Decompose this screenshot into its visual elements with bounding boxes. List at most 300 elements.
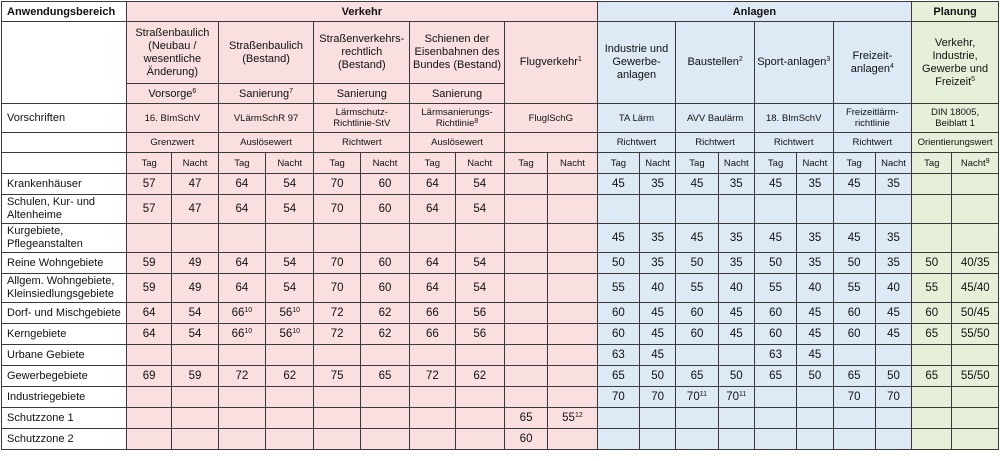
- value-cell: 64: [218, 195, 265, 224]
- tag-header: Tag: [218, 153, 265, 174]
- value-cell: 50: [912, 253, 952, 274]
- value-cell: 45: [640, 324, 676, 345]
- value-cell: 54: [455, 274, 504, 303]
- value-cell: 45: [676, 174, 718, 195]
- value-cell: [952, 429, 999, 450]
- value-cell: [912, 387, 952, 408]
- table-row: [2, 195, 999, 224]
- value-cell: [875, 195, 911, 224]
- value-cell: [314, 429, 360, 450]
- value-cell: [314, 345, 360, 366]
- value-cell: [548, 224, 597, 253]
- value-cell: [640, 195, 676, 224]
- value-cell: 50: [676, 253, 718, 274]
- value-cell: 45: [875, 324, 911, 345]
- table-row: [2, 429, 999, 450]
- value-cell: [754, 195, 796, 224]
- value-cell: 55/50: [952, 324, 999, 345]
- nacht-header: Nacht: [266, 153, 314, 174]
- value-cell: [504, 224, 547, 253]
- value-cell: [718, 195, 754, 224]
- value-cell: [455, 408, 504, 429]
- value-cell: [314, 387, 360, 408]
- value-cell: [314, 408, 360, 429]
- verkehr-group-header: Verkehr: [126, 2, 597, 22]
- value-cell: 35: [797, 174, 833, 195]
- value-cell: [172, 345, 218, 366]
- tag-header: Tag: [410, 153, 455, 174]
- value-cell: [640, 429, 676, 450]
- value-cell: [126, 345, 171, 366]
- row-label: Dorf- und Mischgebiete: [2, 303, 127, 324]
- value-cell: 65: [504, 408, 547, 429]
- value-cell: [548, 303, 597, 324]
- value-cell: 54: [172, 303, 218, 324]
- value-cell: 60: [360, 274, 409, 303]
- werttyp-cell: Richtwert: [314, 133, 410, 153]
- value-cell: 65: [676, 366, 718, 387]
- value-cell: 40/35: [952, 253, 999, 274]
- value-cell: 49: [172, 253, 218, 274]
- value-cell: 54: [455, 174, 504, 195]
- value-cell: 45: [875, 303, 911, 324]
- value-cell: [754, 387, 796, 408]
- value-cell: [797, 429, 833, 450]
- werttyp-cell: Auslösewert: [410, 133, 505, 153]
- value-cell: [410, 429, 455, 450]
- area-baustellen: Baustellen$^2$: [676, 22, 755, 104]
- value-cell: 60: [833, 303, 875, 324]
- value-cell: 35: [640, 253, 676, 274]
- value-cell: 60: [676, 324, 718, 345]
- value-cell: [597, 408, 639, 429]
- value-cell: 40: [718, 274, 754, 303]
- value-cell: [218, 429, 265, 450]
- nacht-header: Nacht: [455, 153, 504, 174]
- table-row: [2, 174, 999, 195]
- value-cell: [504, 366, 547, 387]
- value-cell: 50: [875, 366, 911, 387]
- value-cell: 45: [718, 324, 754, 345]
- nacht-header: Nacht: [797, 153, 833, 174]
- nacht-header: Nacht: [718, 153, 754, 174]
- value-cell: 35: [718, 253, 754, 274]
- value-cell: [218, 224, 265, 253]
- table-row: [2, 224, 999, 253]
- value-cell: [218, 408, 265, 429]
- value-cell: [218, 345, 265, 366]
- value-cell: 40: [640, 274, 676, 303]
- row-label: Allgem. Wohngebiete, Kleinsiedlungsgebiete: [2, 274, 127, 303]
- category-vorsorge: Vorsorge$^6$: [126, 84, 218, 104]
- value-cell: 60: [754, 324, 796, 345]
- value-cell: [172, 224, 218, 253]
- value-cell: [455, 387, 504, 408]
- value-cell: [126, 408, 171, 429]
- value-cell: $56^{10}$: [266, 324, 314, 345]
- anlagen-group-header: Anlagen: [597, 2, 911, 22]
- table-row: [2, 345, 999, 366]
- value-cell: 50: [833, 253, 875, 274]
- vorschrift-laermsanierung: Lärmsanierungs-Richtlinie$^8$: [410, 104, 505, 133]
- value-cell: 54: [455, 195, 504, 224]
- value-cell: [455, 345, 504, 366]
- value-cell: 63: [597, 345, 639, 366]
- value-cell: 45: [640, 303, 676, 324]
- value-cell: [504, 345, 547, 366]
- value-cell: [912, 195, 952, 224]
- value-cell: 65: [912, 366, 952, 387]
- value-cell: [548, 195, 597, 224]
- value-cell: 64: [218, 174, 265, 195]
- vorschrift-freizeitlaerm: Freizeitlärm-richtlinie: [833, 104, 912, 133]
- value-cell: [548, 429, 597, 450]
- value-cell: 70: [314, 195, 360, 224]
- value-cell: 45: [833, 224, 875, 253]
- werttyp-cell: [504, 133, 597, 153]
- value-cell: [504, 195, 547, 224]
- tag-header: Tag: [833, 153, 875, 174]
- value-cell: 64: [410, 195, 455, 224]
- value-cell: 50: [718, 366, 754, 387]
- value-cell: 54: [455, 253, 504, 274]
- value-cell: [548, 366, 597, 387]
- value-cell: [504, 387, 547, 408]
- blank-cell: [2, 22, 127, 104]
- value-cell: [360, 387, 409, 408]
- value-cell: [833, 429, 875, 450]
- value-cell: 35: [718, 174, 754, 195]
- value-cell: 49: [172, 274, 218, 303]
- value-cell: 45: [797, 303, 833, 324]
- value-cell: 54: [266, 253, 314, 274]
- value-cell: 47: [172, 195, 218, 224]
- value-cell: $70^{11}$: [676, 387, 718, 408]
- value-cell: [875, 408, 911, 429]
- value-cell: [797, 387, 833, 408]
- value-cell: 50: [797, 366, 833, 387]
- value-cell: 70: [640, 387, 676, 408]
- table-row: [2, 274, 999, 303]
- nacht-header: Nacht: [172, 153, 218, 174]
- value-cell: 59: [126, 253, 171, 274]
- row-label: Schutzzone 1: [2, 408, 127, 429]
- value-cell: 56: [455, 303, 504, 324]
- value-cell: 45: [754, 174, 796, 195]
- value-cell: 40: [875, 274, 911, 303]
- table-row: [2, 408, 999, 429]
- value-cell: 54: [172, 324, 218, 345]
- value-cell: [640, 408, 676, 429]
- value-cell: 66: [410, 303, 455, 324]
- value-cell: 45/40: [952, 274, 999, 303]
- nacht-header: Nacht: [640, 153, 676, 174]
- value-cell: 54: [266, 174, 314, 195]
- value-cell: 62: [360, 303, 409, 324]
- value-cell: 72: [218, 366, 265, 387]
- table-row: [2, 387, 999, 408]
- value-cell: 70: [597, 387, 639, 408]
- tag-header: Tag: [676, 153, 718, 174]
- vorschrift-vlaermschr: VLärmSchR 97: [218, 104, 314, 133]
- value-cell: 64: [218, 253, 265, 274]
- werttyp-cell: Grenzwert: [126, 133, 218, 153]
- value-cell: [797, 408, 833, 429]
- value-cell: [504, 274, 547, 303]
- value-cell: [410, 408, 455, 429]
- value-cell: 66: [410, 324, 455, 345]
- value-cell: 60: [360, 253, 409, 274]
- value-cell: 55: [912, 274, 952, 303]
- value-cell: 45: [676, 224, 718, 253]
- value-cell: [676, 345, 718, 366]
- value-cell: 54: [266, 274, 314, 303]
- value-cell: [912, 345, 952, 366]
- row-label: Industriegebiete: [2, 387, 127, 408]
- value-cell: [912, 429, 952, 450]
- value-cell: [833, 408, 875, 429]
- tag-header: Tag: [314, 153, 360, 174]
- value-cell: [314, 224, 360, 253]
- vorschrift-18-bimschv: 18. BImSchV: [754, 104, 833, 133]
- value-cell: 64: [126, 324, 171, 345]
- value-cell: 70: [314, 253, 360, 274]
- value-cell: [455, 224, 504, 253]
- value-cell: 65: [912, 324, 952, 345]
- value-cell: $70^{11}$: [718, 387, 754, 408]
- value-cell: 69: [126, 366, 171, 387]
- nacht-header: Nacht: [548, 153, 597, 174]
- value-cell: 35: [640, 174, 676, 195]
- value-cell: [504, 253, 547, 274]
- value-cell: 45: [754, 224, 796, 253]
- value-cell: 55/50: [952, 366, 999, 387]
- value-cell: 72: [314, 303, 360, 324]
- value-cell: [952, 174, 999, 195]
- werttyp-cell: Richtwert: [833, 133, 912, 153]
- value-cell: 40: [797, 274, 833, 303]
- row-label: Schulen, Kur- und Altenheime: [2, 195, 127, 224]
- value-cell: 63: [754, 345, 796, 366]
- value-cell: [455, 429, 504, 450]
- value-cell: 64: [410, 253, 455, 274]
- value-cell: 60: [754, 303, 796, 324]
- value-cell: 60: [833, 324, 875, 345]
- value-cell: [126, 224, 171, 253]
- vorschrift-16-bimschv: 16. BImSchV: [126, 104, 218, 133]
- value-cell: [875, 345, 911, 366]
- value-cell: 72: [314, 324, 360, 345]
- value-cell: [548, 387, 597, 408]
- werttyp-cell: Orientierungswert: [912, 133, 999, 153]
- value-cell: 35: [797, 253, 833, 274]
- value-cell: [548, 174, 597, 195]
- value-cell: [952, 408, 999, 429]
- value-cell: $56^{10}$: [266, 303, 314, 324]
- value-cell: 64: [410, 274, 455, 303]
- value-cell: 45: [797, 345, 833, 366]
- tag-header: Tag: [504, 153, 547, 174]
- value-cell: [952, 195, 999, 224]
- value-cell: [410, 345, 455, 366]
- value-cell: [912, 224, 952, 253]
- value-cell: [504, 324, 547, 345]
- werttyp-cell: Richtwert: [597, 133, 676, 153]
- value-cell: [676, 408, 718, 429]
- area-flugverkehr: Flugverkehr$^1$: [504, 22, 597, 104]
- value-cell: [360, 224, 409, 253]
- value-cell: 35: [875, 224, 911, 253]
- value-cell: 70: [314, 274, 360, 303]
- laermgrenzwerte-table: [1, 1, 999, 450]
- value-cell: [548, 345, 597, 366]
- value-cell: [875, 429, 911, 450]
- value-cell: 60: [676, 303, 718, 324]
- value-cell: [266, 429, 314, 450]
- value-cell: [952, 224, 999, 253]
- value-cell: 65: [360, 366, 409, 387]
- value-cell: [218, 387, 265, 408]
- value-cell: [718, 345, 754, 366]
- value-cell: 64: [218, 274, 265, 303]
- anwendungsbereich-header: Anwendungsbereich: [2, 2, 127, 22]
- vorschrift-ta-laerm: TA Lärm: [597, 104, 676, 133]
- value-cell: 64: [410, 174, 455, 195]
- table-row: [2, 324, 999, 345]
- tag-header: Tag: [912, 153, 952, 174]
- value-cell: 62: [455, 366, 504, 387]
- blank-cell: [2, 133, 127, 153]
- value-cell: [504, 174, 547, 195]
- value-cell: 70: [833, 387, 875, 408]
- value-cell: 54: [266, 195, 314, 224]
- value-cell: 35: [875, 253, 911, 274]
- value-cell: 70: [875, 387, 911, 408]
- value-cell: $55^{12}$: [548, 408, 597, 429]
- value-cell: 60: [360, 174, 409, 195]
- value-cell: 35: [797, 224, 833, 253]
- value-cell: 62: [360, 324, 409, 345]
- value-cell: [548, 253, 597, 274]
- value-cell: [548, 324, 597, 345]
- value-cell: 45: [597, 224, 639, 253]
- value-cell: [126, 387, 171, 408]
- value-cell: 55: [833, 274, 875, 303]
- value-cell: [504, 303, 547, 324]
- area-strassenbaulich-bestand: Straßenbaulich (Bestand): [218, 22, 314, 84]
- value-cell: [410, 224, 455, 253]
- value-cell: [597, 195, 639, 224]
- value-cell: 45: [597, 174, 639, 195]
- value-cell: [952, 345, 999, 366]
- value-cell: [754, 408, 796, 429]
- value-cell: [360, 429, 409, 450]
- value-cell: [266, 345, 314, 366]
- value-cell: 60: [360, 195, 409, 224]
- value-cell: 47: [172, 174, 218, 195]
- vorschrift-avv-baulaerm: AVV Baulärm: [676, 104, 755, 133]
- value-cell: 65: [754, 366, 796, 387]
- area-planung: Verkehr, Industrie, Gewerbe und Freizeit$^5$: [912, 22, 999, 104]
- value-cell: 35: [718, 224, 754, 253]
- table-row: [2, 303, 999, 324]
- area-freizeitanlagen: Freizeit-anlagen$^4$: [833, 22, 912, 104]
- value-cell: 62: [266, 366, 314, 387]
- value-cell: 50: [640, 366, 676, 387]
- value-cell: $66^{10}$: [218, 324, 265, 345]
- blank-cell: [2, 153, 127, 174]
- row-label: Schutzzone 2: [2, 429, 127, 450]
- value-cell: [912, 408, 952, 429]
- value-cell: [172, 429, 218, 450]
- value-cell: 45: [640, 345, 676, 366]
- value-cell: $66^{10}$: [218, 303, 265, 324]
- value-cell: 60: [912, 303, 952, 324]
- row-label: Kerngebiete: [2, 324, 127, 345]
- vorschriften-label: Vorschriften: [2, 104, 127, 133]
- value-cell: 70: [314, 174, 360, 195]
- value-cell: 60: [504, 429, 547, 450]
- werttyp-cell: Auslösewert: [218, 133, 314, 153]
- value-cell: [126, 429, 171, 450]
- area-strassenverkehrsrechtlich: Straßenverkehrs-rechtlich (Bestand): [314, 22, 410, 84]
- value-cell: [754, 429, 796, 450]
- category-sanierung: Sanierung$^7$: [218, 84, 314, 104]
- value-cell: 55: [597, 274, 639, 303]
- value-cell: 60: [597, 303, 639, 324]
- row-label: Gewerbegebiete: [2, 366, 127, 387]
- value-cell: 56: [455, 324, 504, 345]
- value-cell: [912, 174, 952, 195]
- value-cell: 59: [126, 274, 171, 303]
- nacht-header: Nacht: [875, 153, 911, 174]
- value-cell: 57: [126, 174, 171, 195]
- vorschrift-laermschutz-stv: Lärmschutz-Richtlinie-StV: [314, 104, 410, 133]
- value-cell: 72: [410, 366, 455, 387]
- nacht-header: Nacht$^9$: [952, 153, 999, 174]
- nacht-header: Nacht: [360, 153, 409, 174]
- row-label: Reine Wohngebiete: [2, 253, 127, 274]
- value-cell: 57: [126, 195, 171, 224]
- row-label: Krankenhäuser: [2, 174, 127, 195]
- area-sportanlagen: Sport-anlagen$^3$: [754, 22, 833, 104]
- value-cell: 50/45: [952, 303, 999, 324]
- value-cell: 35: [640, 224, 676, 253]
- value-cell: [266, 224, 314, 253]
- row-label: Kurgebiete, Pflegeanstalten: [2, 224, 127, 253]
- value-cell: [833, 345, 875, 366]
- category-sanierung: Sanierung: [314, 84, 410, 104]
- value-cell: 55: [754, 274, 796, 303]
- value-cell: [172, 408, 218, 429]
- area-industrie-gewerbe: Industrie und Gewerbe-anlagen: [597, 22, 676, 104]
- value-cell: [718, 429, 754, 450]
- werttyp-cell: Richtwert: [754, 133, 833, 153]
- value-cell: [718, 408, 754, 429]
- tag-header: Tag: [597, 153, 639, 174]
- value-cell: 64: [126, 303, 171, 324]
- area-strassenbaulich-neubau: Straßenbaulich (Neubau / wesentliche Änderung): [126, 22, 218, 84]
- value-cell: [410, 387, 455, 408]
- tag-header: Tag: [126, 153, 171, 174]
- value-cell: [597, 429, 639, 450]
- value-cell: [360, 408, 409, 429]
- werttyp-cell: Richtwert: [676, 133, 755, 153]
- value-cell: [172, 387, 218, 408]
- value-cell: [833, 195, 875, 224]
- value-cell: [676, 429, 718, 450]
- value-cell: 50: [597, 253, 639, 274]
